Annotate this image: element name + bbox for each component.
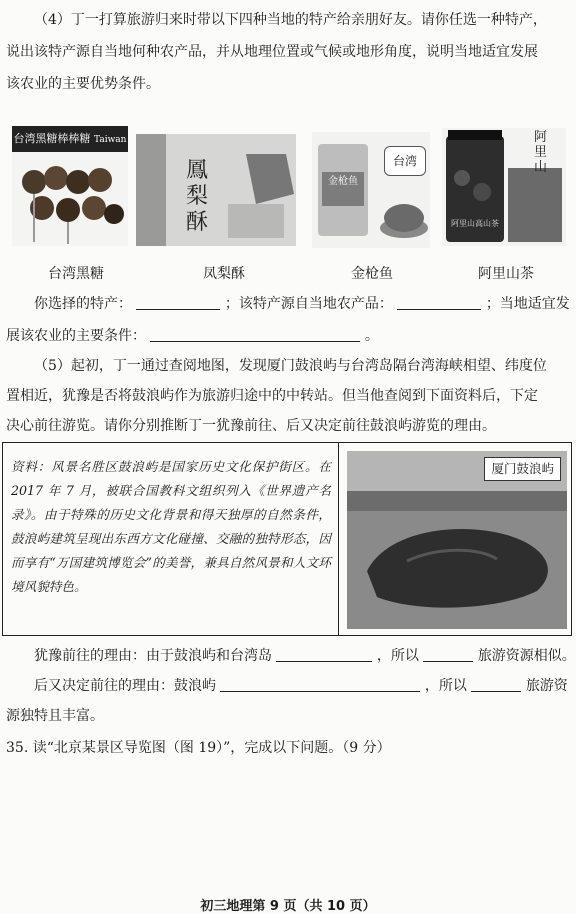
label-hesitate: 犹豫前往的理由：由于鼓浪屿和台湾岛 (34, 648, 272, 664)
answer-line-end: 。 (364, 328, 379, 344)
page-footer: 初三地理第 9 页（共 10 页） (200, 899, 376, 914)
label-hesitate-so: ，所以 (376, 648, 419, 664)
label-decide-resource: 旅游资 (525, 678, 568, 694)
caption-pineapple-cake: 凤梨酥 (203, 266, 245, 282)
gulangyu-photo (347, 451, 567, 629)
sugar-package-text-en: Taiwan (94, 135, 127, 145)
label-decide-so: ，所以 (424, 678, 467, 694)
q5-line-1: （5）起初，丁一通过查阅地图，发现厦门鼓浪屿与台湾岛隔台湾海峡相望、纬度位 (34, 358, 547, 374)
lollipop-graphic (12, 152, 128, 246)
caption-tuna: 金枪鱼 (351, 266, 393, 282)
answer-line-1 (6, 294, 568, 314)
tuna-can-text: 金枪鱼 (328, 176, 358, 187)
q4-line-1: （4）丁一打算旅游归来时带以下四种当地的特产给亲朋好友。请你任选一种特产， (34, 12, 547, 28)
material-text: 资料：风景名胜区鼓浪屿是国家历史文化保护街区。在 2017 年 7 月，被联合国教科文组织列入《世界遗产名录》。由于特殊的历史文化背景和得天独厚的自然条件，鼓浪屿建筑呈现出东西方文化碰撞、交融的独特形态，因而享有“万国建筑博览会”的美誉，兼具自然风景和人文环境风貌特色。 (11, 459, 331, 594)
blank-source-product[interactable] (397, 295, 481, 310)
blank-hesitate-2[interactable] (423, 647, 473, 662)
blank-main-conditions[interactable] (150, 327, 360, 342)
label-decide: 后又决定前往的理由：鼓浪屿 (34, 678, 216, 694)
reason-decide (6, 676, 568, 696)
gulangyu-photo-label: 厦门鼓浪屿 (484, 457, 561, 481)
reason-hesitate (6, 646, 576, 666)
answer-line-2 (6, 326, 568, 346)
sugar-package-label (12, 126, 128, 152)
q5-line-3: 决心前往游览。请你分别推断丁一犹豫前往、后又决定前往鼓浪屿游览的理由。 (6, 418, 496, 434)
tea-can-text: 阿里山高山茶 (451, 219, 499, 228)
q4-line-3: 该农业的主要优势条件。 (6, 76, 160, 92)
blank-hesitate-1[interactable] (276, 647, 372, 662)
tuna-image (312, 132, 430, 248)
pineapple-cake-box-title: 鳳梨酥 (186, 158, 209, 235)
label-source-product: ；该特产源自当地农产品： (224, 296, 393, 312)
pineapple-cake-image (136, 134, 296, 246)
q35-heading: 35. 读“北京某景区导览图（图 19）”，完成以下问题。（9 分） (6, 740, 391, 756)
tuna-tag: 台湾 (384, 146, 426, 176)
material-divider (338, 443, 339, 635)
blank-decide-1[interactable] (220, 677, 420, 692)
pineapple-cake-box-graphic (136, 134, 296, 246)
tea-package-text: 阿里山 (534, 130, 548, 175)
alishan-tea-image (442, 128, 566, 246)
blank-selected-product[interactable] (136, 295, 220, 310)
material-box (2, 442, 572, 636)
label-develop: ；当地适宜发 (485, 296, 570, 312)
label-selected-product: 你选择的特产： (34, 296, 132, 312)
q5-line-2: 置相近，犹豫是否将鼓浪屿作为旅游归途中的中转站。但当他查阅到下面资料后，下定 (6, 388, 538, 404)
blank-decide-2[interactable] (471, 677, 521, 692)
caption-taiwan-brown-sugar: 台湾黑糖 (48, 266, 104, 282)
label-hesitate-end: 旅游资源相似。 (477, 648, 576, 664)
reason-decide-cont: 源独特且丰富。 (6, 708, 104, 724)
taiwan-brown-sugar-image (12, 126, 128, 246)
caption-alishan-tea: 阿里山茶 (478, 266, 534, 282)
label-main-conditions: 展该农业的主要条件： (6, 328, 146, 344)
sugar-package-text: 台湾黑糖棒棒糖 (13, 132, 91, 145)
q4-line-2: 说出该特产源自当地何种农产品，并从地理位置或气候或地形角度，说明当地适宜发展 (6, 44, 538, 60)
